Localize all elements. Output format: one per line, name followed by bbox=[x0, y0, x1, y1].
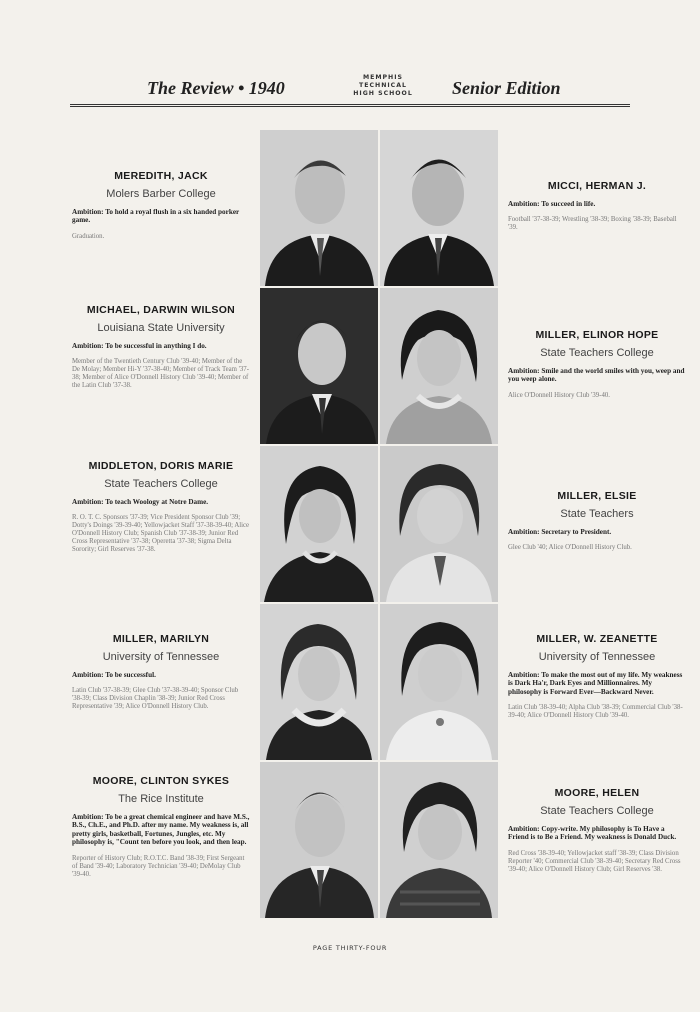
student-activities: Alice O'Donnell History Club '39-40. bbox=[508, 391, 610, 399]
portrait-photo bbox=[260, 288, 378, 444]
student-name: MICCI, HERMAN J. bbox=[547, 180, 647, 192]
student-entry bbox=[72, 460, 250, 554]
student-school: State Teachers bbox=[560, 508, 634, 520]
student-school: Louisiana State University bbox=[97, 322, 225, 334]
page-number: PAGE THIRTY-FOUR bbox=[312, 944, 388, 952]
student-school: State Teachers College bbox=[104, 478, 218, 490]
student-name: MICHAEL, DARWIN WILSON bbox=[86, 304, 236, 316]
student-entry bbox=[508, 329, 686, 400]
student-school: State Teachers College bbox=[540, 805, 654, 817]
portrait-photo bbox=[380, 130, 498, 286]
student-activities: Reporter of History Club; R.O.T.C. Band '38-39; First Sergeant of Band '39-40; Laboratory Technician '39-40; DeMolay Club '39-40. bbox=[72, 854, 245, 878]
header-school-line: TECHNICAL bbox=[359, 82, 407, 89]
student-name: MOORE, CLINTON SYKES bbox=[92, 775, 230, 787]
portrait-grid bbox=[260, 130, 498, 920]
student-ambition: Ambition: To hold a royal flush in a six handed porker game. bbox=[72, 208, 240, 225]
student-ambition: Ambition: To make the most out of my life. My weakness is Dark Ha'r, Dark Eyes and Millionnaires. My philosophy is Forward Ever—Backward Never. bbox=[508, 671, 683, 696]
student-ambition: Ambition: To succeed in life. bbox=[508, 200, 596, 208]
portrait-photo bbox=[380, 762, 498, 918]
portrait-photo bbox=[260, 130, 378, 286]
student-name: MILLER, ELINOR HOPE bbox=[535, 329, 659, 341]
student-entry bbox=[508, 490, 686, 552]
student-activities: R. O. T. C. Sponsors '37-39; Vice President Sponsor Club '39; Dotty's Doings '39-39-40; Yellowjacket Staff '37-38-39-40; Alice O'Donnell History Club; Spanish Club '37-38-39; Junior Red Cross Representative '37-38; Operetta '37-38; Sigma Delta Sorority; Girl Reserves '37-38. bbox=[72, 514, 250, 554]
portrait-photo bbox=[260, 604, 378, 760]
student-school: The Rice Institute bbox=[118, 793, 204, 805]
student-ambition: Ambition: To be a great chemical engineer and have M.S., B.S., Ch.E., and Ph.D. after my name. My weakness is, all pretty girls, basketball, Fortunes, Jungles, etc. My philosophy is, "Count ten before you look, and then leap. bbox=[72, 813, 250, 847]
header-school-line: HIGH SCHOOL bbox=[353, 90, 413, 97]
student-entry bbox=[508, 787, 686, 874]
student-ambition: Ambition: To teach Woology at Notre Dame. bbox=[72, 498, 209, 506]
student-ambition: Ambition: To be successful in anything I do. bbox=[72, 342, 207, 350]
portrait-photo bbox=[380, 604, 498, 760]
student-school: Molers Barber College bbox=[106, 188, 216, 200]
student-name: MILLER, ELSIE bbox=[557, 490, 637, 502]
student-entry bbox=[72, 304, 250, 390]
student-activities: Football '37-38-39; Wrestling '38-39; Boxing '38-39; Baseball '39. bbox=[508, 216, 677, 232]
student-activities: Graduation. bbox=[72, 232, 105, 240]
student-name: MEREDITH, JACK bbox=[114, 170, 208, 182]
student-activities: Member of the Twentieth Century Club '39-40; Member of the De Molay; Member Hi-Y '37-38-40; Member of Track Team '37-38; Member of Alice O'Donnell History Club '39-40; Member of the Latin Club '37-38. bbox=[72, 358, 249, 390]
portrait-photo bbox=[380, 288, 498, 444]
header-right-title: Senior Edition bbox=[452, 78, 561, 98]
student-ambition: Ambition: To be successful. bbox=[72, 671, 156, 679]
student-name: MILLER, W. ZEANETTE bbox=[536, 633, 658, 645]
student-ambition: Ambition: Secretary to President. bbox=[508, 528, 612, 536]
student-entry bbox=[72, 633, 250, 711]
header-school-name bbox=[343, 74, 423, 98]
page-header bbox=[70, 70, 630, 104]
student-school: University of Tennessee bbox=[102, 651, 220, 663]
student-ambition: Ambition: Smile and the world smiles with you, weep and you weep alone. bbox=[508, 367, 685, 384]
student-name: MIDDLETON, DORIS MARIE bbox=[88, 460, 234, 472]
student-activities: Latin Club '38-39-40; Alpha Club '38-39; Commercial Club '38-39-40; Alice O'Donnell History Club '39-40. bbox=[508, 704, 683, 720]
student-entry bbox=[508, 180, 686, 232]
student-activities: Latin Club '37-38-39; Glee Club '37-38-39-40; Sponsor Club '38-39; Class Division Chaplin '38-39; Junior Red Cross Representative '39; Alice O'Donnell History Club. bbox=[72, 687, 239, 711]
student-school: State Teachers College bbox=[540, 347, 654, 359]
portrait-photo bbox=[260, 762, 378, 918]
student-name: MILLER, MARILYN bbox=[112, 633, 210, 645]
portrait-photo bbox=[380, 446, 498, 602]
student-entry bbox=[508, 633, 686, 720]
student-entry bbox=[72, 170, 250, 241]
student-activities: Glee Club '40; Alice O'Donnell History Club. bbox=[508, 544, 632, 552]
student-name: MOORE, HELEN bbox=[554, 787, 640, 799]
student-activities: Red Cross '38-39-40; Yellowjacket staff '38-39; Class Division Reporter '40; Commercial Club '38-39-40; Secretary Red Cross '39-40; Alice O'Donnell History Club; Girl Reserves '38. bbox=[508, 849, 681, 873]
student-ambition: Ambition: Copy-write. My philosophy is To Have a Friend is to Be a Friend. My weakness is Donald Duck. bbox=[508, 825, 677, 842]
header-rule bbox=[70, 104, 630, 107]
student-school: University of Tennessee bbox=[538, 651, 656, 663]
header-left-title: The Review • 1940 bbox=[147, 78, 285, 98]
student-entry bbox=[72, 775, 250, 879]
header-school-line: MEMPHIS bbox=[362, 74, 403, 81]
portrait-photo bbox=[260, 446, 378, 602]
